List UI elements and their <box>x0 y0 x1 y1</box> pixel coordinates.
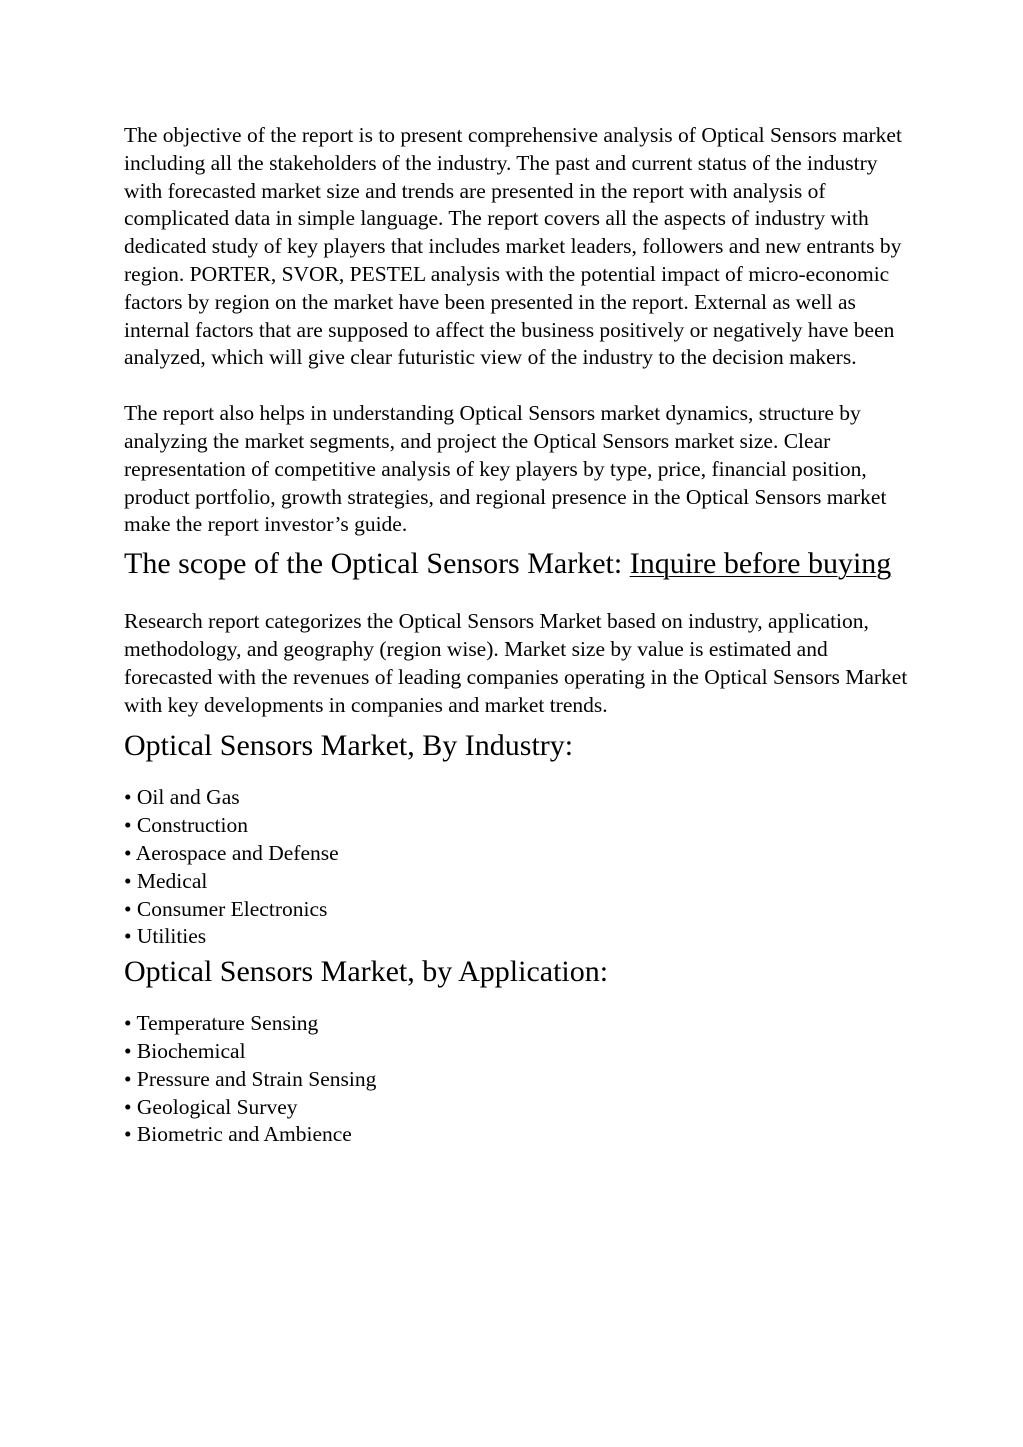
list-item: • Temperature Sensing <box>124 1011 319 1036</box>
list-item: • Utilities <box>124 924 207 949</box>
list-item: • Aerospace and Defense <box>124 840 339 865</box>
application-heading: Optical Sensors Market, by Application: <box>124 955 609 989</box>
research-paragraph: Research report categorizes the Optical Sensors Market based on industry, application, methodology, and geography (region wise). Market size by value is estimated and forecasted with the revenues of leading companies operating in the Optical Sensors Market with key developments in companies and market trends. <box>124 609 908 717</box>
list-item: • Pressure and Strain Sensing <box>124 1066 377 1091</box>
intro-paragraph: The objective of the report is to present comprehensive analysis of Optical Sensors market including all the stakeholders of the industry. The past and current status of the industry with forecasted market size and trends are presented in the report with analysis of complicated data in simple language. The report covers all the aspects of industry with dedicated study of key players that includes market leaders, followers and new entrants by region. PORTER, SVOR, PESTEL analysis with the potential impact of micro-economic factors by region on the market have been presented in the report. External as well as internal factors that are supposed to affect the business positively or negatively have been analyzed, which will give clear futuristic view of the industry to the decision makers. <box>124 123 902 370</box>
list-item: • Biochemical <box>124 1038 246 1063</box>
list-item: • Oil and Gas <box>124 785 240 810</box>
scope-heading <box>124 545 914 582</box>
industry-heading: Optical Sensors Market, By Industry: <box>124 729 574 763</box>
application-list <box>124 1010 914 1149</box>
scope-heading-text: The scope of the Optical Sensors Market: <box>124 547 630 581</box>
list-item: • Consumer Electronics <box>124 896 328 921</box>
document-page <box>124 122 914 1149</box>
list-item: • Medical <box>124 868 208 893</box>
list-item: • Geological Survey <box>124 1094 298 1119</box>
industry-list <box>124 784 914 951</box>
dynamics-paragraph: The report also helps in understanding Optical Sensors market dynamics, structure by analyzing the market segments, and project the Optical Sensors market size. Clear representation of competitive analysis of key players by type, price, financial position, product portfolio, growth strategies, and regional presence in the Optical Sensors market make the report investor’s guide. <box>124 401 887 537</box>
inquire-before-buying-link[interactable]: Inquire before buying <box>629 547 892 581</box>
paragraph-spacer <box>124 372 914 400</box>
list-item: • Biometric and Ambience <box>124 1122 352 1147</box>
list-item: • Construction <box>124 813 248 838</box>
